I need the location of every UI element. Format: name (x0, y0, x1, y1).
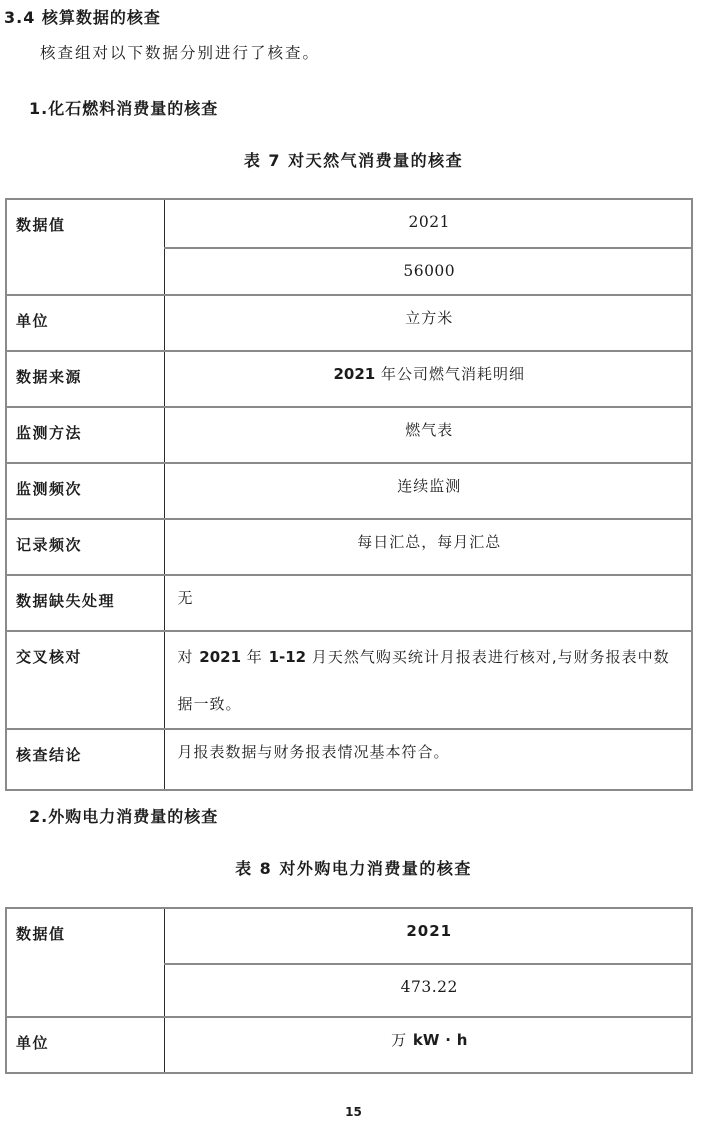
table-8-electricity-verification (5, 907, 693, 1074)
cell-recording-frequency: 每日汇总，每月汇总 (164, 519, 692, 575)
cell-monitoring-method: 燃气表 (164, 407, 692, 463)
row-label-monitoring-frequency: 监测频次 (6, 463, 164, 519)
table-7-natural-gas-verification (5, 198, 693, 791)
table-8-title: 表 8 对外购电力消费量的核查 (235, 859, 472, 878)
row-label-unit: 单位 (6, 295, 164, 351)
table-row (6, 351, 692, 407)
row-label-data-value: 数据值 (6, 908, 164, 1017)
row-label-monitoring-method: 监测方法 (6, 407, 164, 463)
row-label-cross-check: 交叉核对 (6, 631, 164, 729)
row-label-recording-frequency: 记录频次 (6, 519, 164, 575)
row-label-verification-conclusion: 核查结论 (6, 729, 164, 790)
table-row (6, 1017, 692, 1073)
row-label-data-value: 数据值 (6, 199, 164, 295)
row-label-missing-data-handling: 数据缺失处理 (6, 575, 164, 631)
table-row (6, 295, 692, 351)
row-label-data-source: 数据来源 (6, 351, 164, 407)
table-row (6, 631, 692, 729)
cell-unit: 立方米 (164, 295, 692, 351)
row-label-unit: 单位 (6, 1017, 164, 1073)
intro-paragraph: 核查组对以下数据分别进行了核查。 (40, 44, 321, 62)
table-row (6, 199, 692, 248)
cell-year: 2021 (164, 908, 692, 964)
subsection-heading-purchased-electricity: 2.外购电力消费量的核查 (29, 807, 219, 826)
page-number: 15 (345, 1105, 362, 1119)
table-row (6, 463, 692, 519)
cell-amount: 473.22 (164, 964, 692, 1017)
table-row (6, 519, 692, 575)
table-row (6, 407, 692, 463)
section-heading: 3.4 核算数据的核查 (4, 8, 161, 27)
cell-missing-data-handling: 无 (164, 575, 692, 631)
table-row (6, 575, 692, 631)
table-row (6, 908, 692, 964)
cell-data-source: 2021 年公司燃气消耗明细 (164, 351, 692, 407)
cell-unit: 万 kW · h (164, 1017, 692, 1073)
cell-amount: 56000 (164, 248, 692, 295)
cell-cross-check: 对 2021 年 1-12 月天然气购买统计月报表进行核对,与财务报表中数据一致。 (164, 631, 692, 729)
table-row (6, 729, 692, 790)
cell-verification-conclusion: 月报表数据与财务报表情况基本符合。 (164, 729, 692, 790)
cell-monitoring-frequency: 连续监测 (164, 463, 692, 519)
cell-year: 2021 (164, 199, 692, 248)
subsection-heading-fossil-fuel: 1.化石燃料消费量的核查 (29, 99, 219, 118)
table-7-title: 表 7 对天然气消费量的核查 (243, 151, 464, 170)
